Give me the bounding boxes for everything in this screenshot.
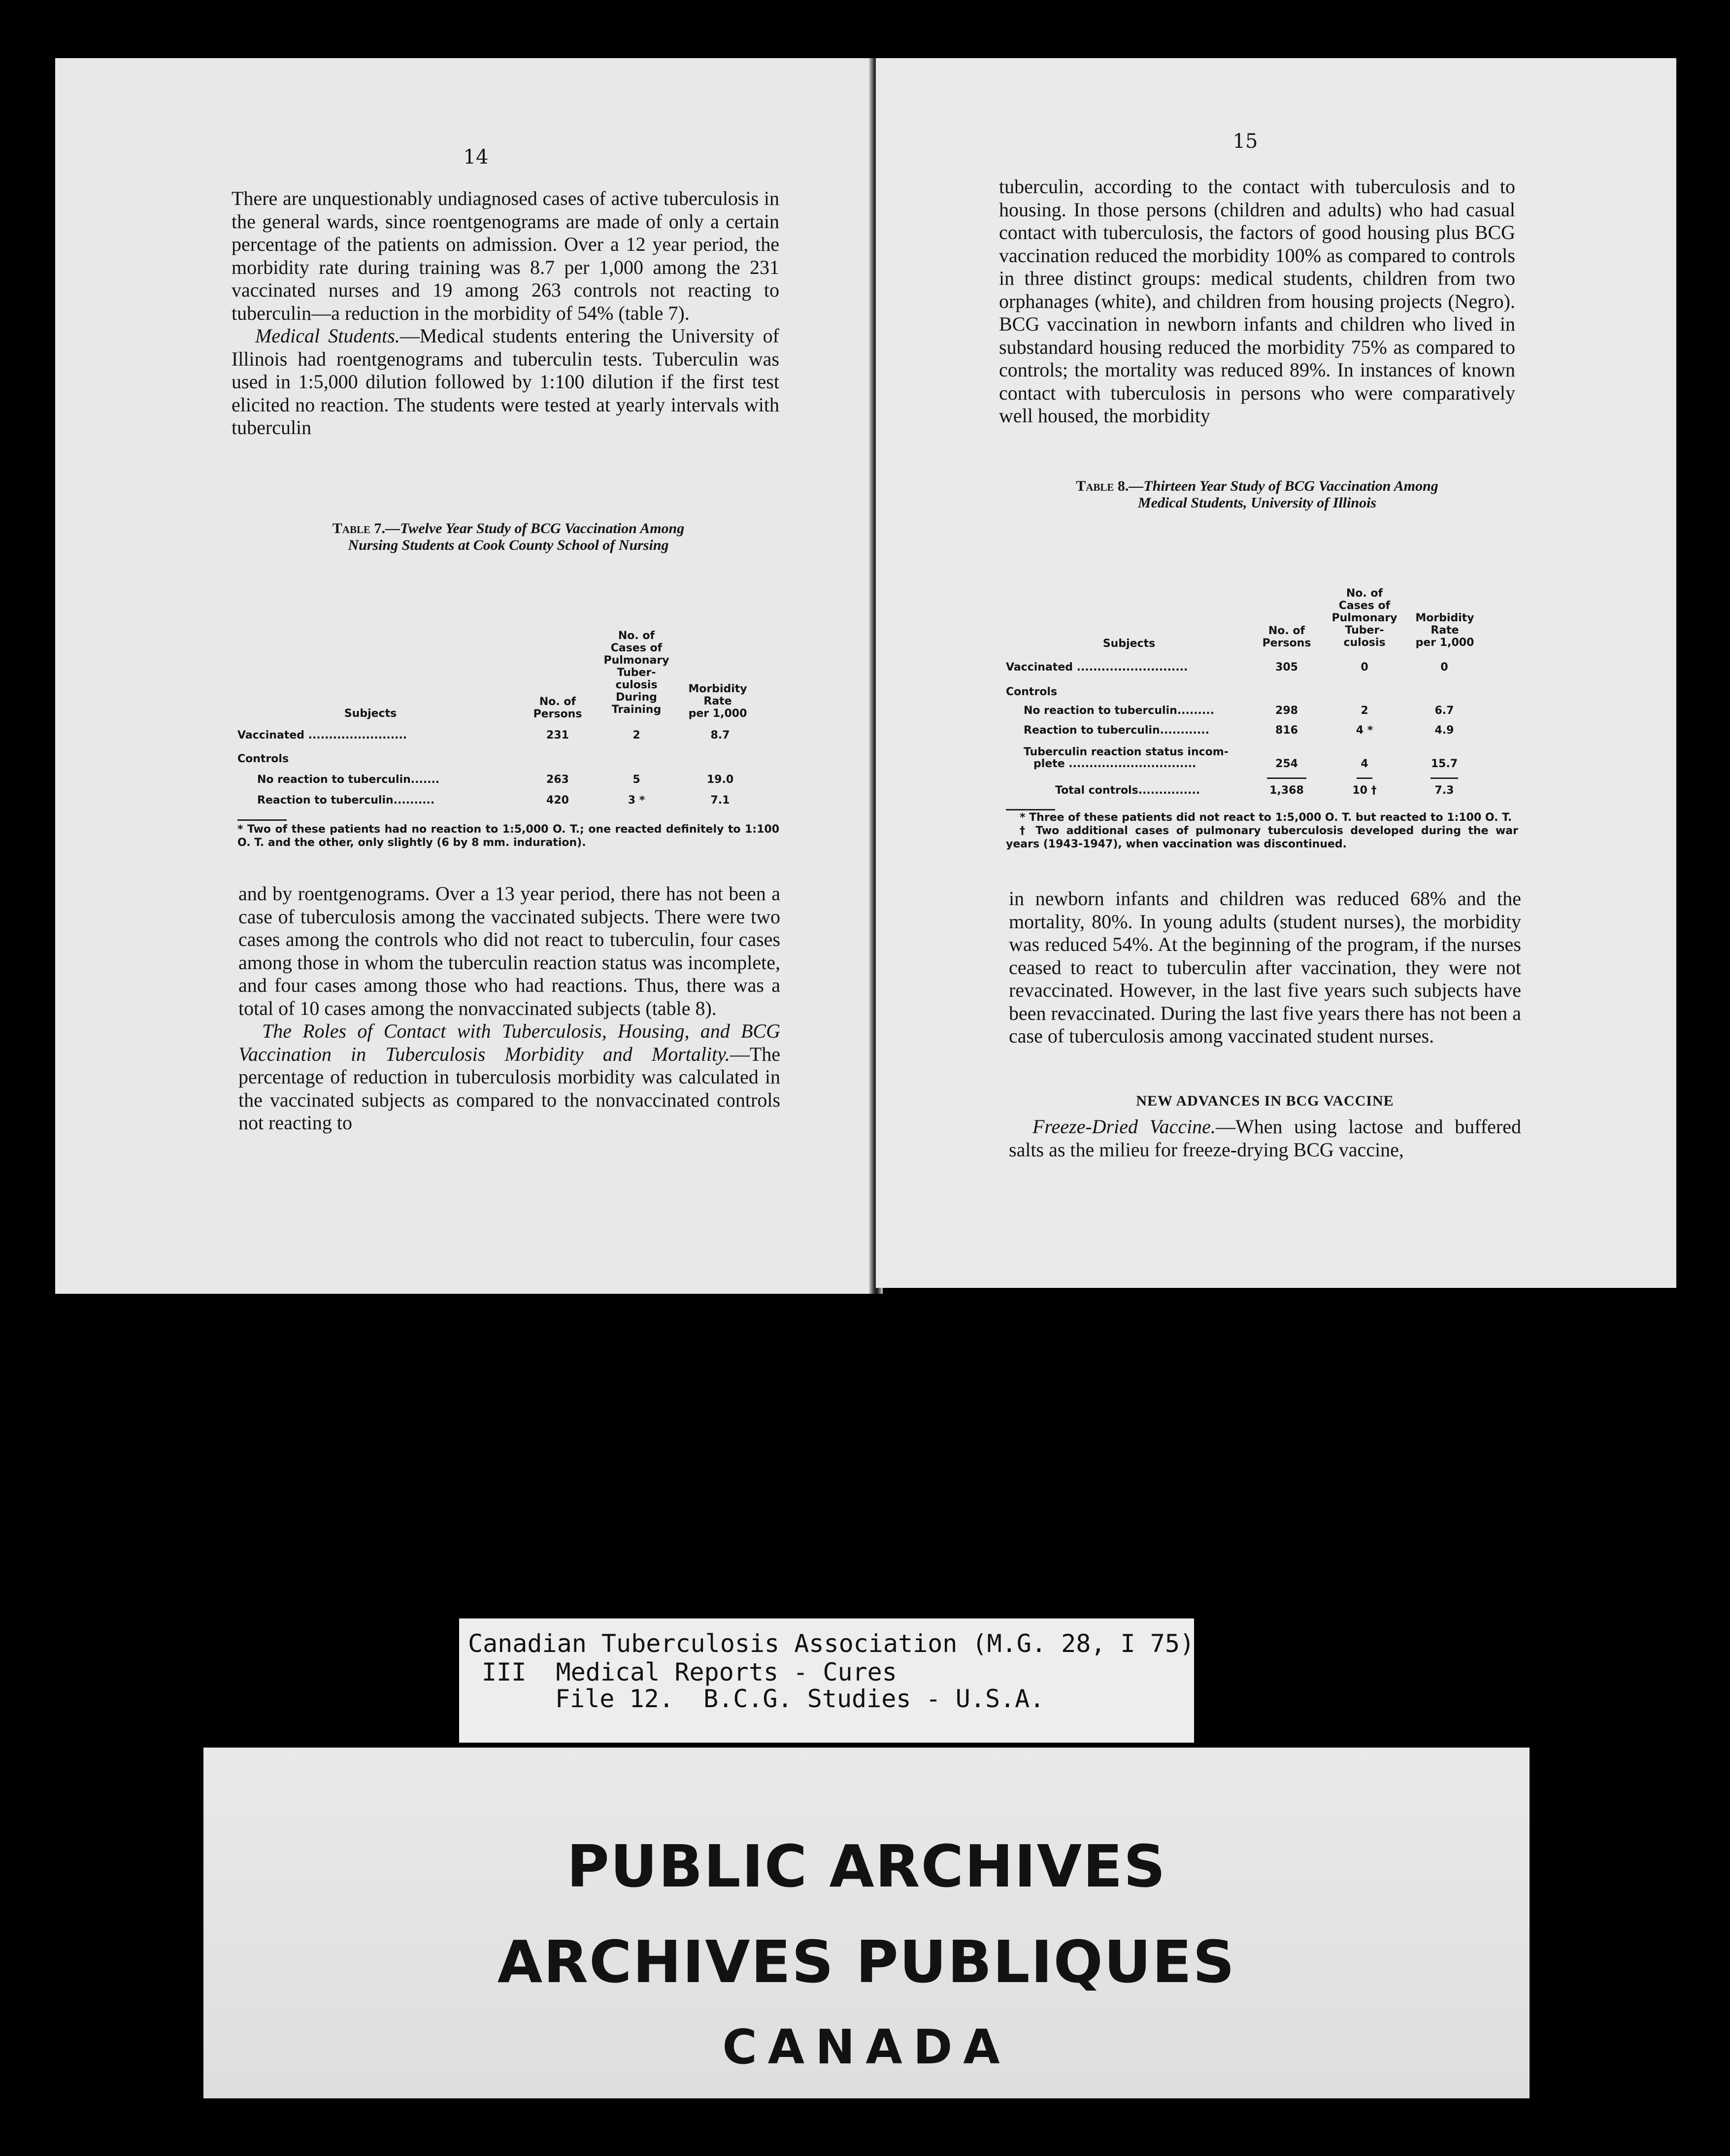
body-text-final xyxy=(1009,1115,1521,1161)
cell: 0 xyxy=(1440,661,1448,674)
cell: 6.7 xyxy=(1434,705,1454,717)
cell: 0 xyxy=(1361,661,1368,674)
file-label-line: File 12. B.C.G. Studies - U.S.A. xyxy=(555,1684,1045,1713)
footnote-rule xyxy=(237,819,287,821)
paragraph-heading: Freeze-Dried Vaccine. xyxy=(1032,1115,1216,1138)
file-label xyxy=(459,1618,1194,1743)
cell: 305 xyxy=(1275,661,1298,674)
body-text-top xyxy=(999,175,1515,428)
body-text-bottom xyxy=(1009,887,1521,1048)
row-label-noreaction: No reaction to tuberculin......... xyxy=(1024,705,1214,717)
left-page xyxy=(55,58,877,1294)
cell: 15.7 xyxy=(1431,758,1458,770)
table8 xyxy=(1006,526,1522,807)
file-label-line: III Medical Reports - Cures xyxy=(482,1658,897,1686)
paragraph-heading: Medical Students. xyxy=(255,325,400,347)
caption-line: Medical Students, University of Illinois xyxy=(1137,495,1377,511)
cell: 2 xyxy=(1361,705,1368,717)
table-label: Table 8. xyxy=(1076,478,1129,494)
paragraph xyxy=(232,325,779,439)
file-label-line: Canadian Tuberculosis Association (M.G. 28, I 75) xyxy=(468,1629,1195,1658)
paragraph xyxy=(1009,1115,1521,1161)
cell: 298 xyxy=(1275,705,1298,717)
sum-rule xyxy=(1267,777,1306,779)
cell: 4 * xyxy=(1356,724,1373,737)
col-header-subjects: Subjects xyxy=(344,707,397,720)
caption-line: —Thirteen Year Study of BCG Vaccination Among xyxy=(1129,478,1438,494)
paragraph: tuberculin, according to the contact with tuberculosis and to housing. In those persons (children and adults) who had casual contact with tuberculosis, the factors of good housing plus BCG vaccination reduced the morbidity 100% as compared to controls in three distinct groups: medical students, children from two orphanages (white), and children from housing projects (Negro). BCG vaccination in newborn infants and children who lived in substandard housing reduced the morbidity 75% as compared to controls; the mortality was reduced 89%. In instances of known contact with tuberculosis in persons who were comparatively well housed, the morbidity xyxy=(999,175,1515,427)
archives-country: CANADA xyxy=(722,2020,1011,2075)
table7-caption xyxy=(237,520,779,554)
page-number: 15 xyxy=(1232,130,1258,153)
col-header-rate: Morbidity Rate per 1,000 xyxy=(1415,612,1474,649)
cell: 2 xyxy=(632,729,640,741)
cell: 816 xyxy=(1275,724,1298,737)
archives-title-en: PUBLIC ARCHIVES xyxy=(566,1832,1166,1900)
row-label-total: Total controls............... xyxy=(1055,784,1200,797)
sum-rule xyxy=(1357,777,1372,779)
cell: 19.0 xyxy=(706,774,734,786)
paragraph: There are unquestionably undiagnosed cases of active tuberculosis in the general wards, since roentgenograms are made of only a certain percentage of the patients on admission. Over a 12 year period, the morbidity rate during training was 8.7 per 1,000 among the 231 vaccinated nurses and 19 among 263 controls not reacting to tuberculin—a reduction in the morbidity of 54% (table 7). xyxy=(232,187,779,324)
col-header-subjects: Subjects xyxy=(1102,638,1156,650)
row-label-noreaction: No reaction to tuberculin....... xyxy=(257,774,440,786)
cell: 4.9 xyxy=(1434,724,1454,737)
caption-line: Nursing Students at Cook County School of Nursing xyxy=(348,537,669,553)
col-header-cases: No. of Cases of Pulmonary Tuber- culosis xyxy=(1331,587,1397,649)
cell: 254 xyxy=(1275,758,1298,770)
footnote: † Two additional cases of pulmonary tuberculosis developed during the war years (1943-1947), when vaccination was discontinued. xyxy=(1006,825,1518,850)
archives-card xyxy=(203,1748,1530,2098)
table7 xyxy=(237,566,779,807)
row-label-incomplete-cont: plete ............................... xyxy=(1033,758,1197,770)
footnote: * Three of these patients did not react to 1:5,000 O. T. but reacted to 1:100 O. T. xyxy=(1020,811,1512,824)
cell: 231 xyxy=(546,729,569,741)
cell: 3 * xyxy=(628,794,645,807)
page-number: 14 xyxy=(463,146,489,168)
paragraph-body: —The percentage of reduction in tuberculosis morbidity was calculated in the vaccinated subjects as compared to the nonvaccinated controls not reacting to xyxy=(238,1043,780,1134)
paragraph-body: —Medical students entering the University of Illinois had roentgenograms and tuberculin tests. Tuberculin was used in 1:5,000 dilution followed by 1:100 dilution if the first test elicited no reaction. The students were tested at yearly intervals with tuberculin xyxy=(232,325,779,438)
table-label: Table 7. xyxy=(332,520,385,537)
row-label-vaccinated: Vaccinated ........................ xyxy=(237,729,407,741)
row-label-vaccinated: Vaccinated ........................... xyxy=(1006,661,1188,674)
cell: 8.7 xyxy=(710,729,730,741)
cell: 1,368 xyxy=(1269,784,1304,797)
cell: 263 xyxy=(546,774,569,786)
cell: 7.3 xyxy=(1434,784,1454,797)
body-text-top xyxy=(232,187,779,439)
col-header-persons: No. of Persons xyxy=(1262,625,1311,649)
row-label-controls: Controls xyxy=(237,753,289,765)
cell: 4 xyxy=(1361,758,1368,770)
row-label-reaction: Reaction to tuberculin.......... xyxy=(257,794,435,807)
row-label-incomplete: Tuberculin reaction status incom- xyxy=(1024,746,1229,758)
table8-caption xyxy=(999,478,1515,511)
table8-footnotes xyxy=(1006,811,1518,851)
row-label-reaction: Reaction to tuberculin............ xyxy=(1024,724,1209,737)
caption-line: —Twelve Year Study of BCG Vaccination Among xyxy=(385,520,685,537)
row-label-controls: Controls xyxy=(1006,686,1058,698)
paragraph: and by roentgenograms. Over a 13 year period, there has not been a case of tuberculosis among the vaccinated subjects. There were two cases among the controls who did not react to tuberculin, four cases among those in whom the tuberculin reaction status was incomplete, and four cases among those who had reactions. Thus, there was a total of 10 cases among the nonvaccinated subjects (table 8). xyxy=(238,882,780,1019)
col-header-cases: No. of Cases of Pulmonary Tuber- culosis During Training xyxy=(603,630,669,716)
section-heading: NEW ADVANCES IN BCG VACCINE xyxy=(1136,1093,1394,1109)
table7-footnote: * Two of these patients had no reaction to 1:5,000 O. T.; one reacted definitely to 1:100 O. T. and the other, only slightly (6 by 8 mm. induration). xyxy=(237,823,779,849)
paragraph-heading: The Roles of Contact with Tuberculosis, Housing, and BCG Vaccination in Tuberculosis Morbidity and Mortality. xyxy=(238,1020,780,1065)
archives-title-fr: ARCHIVES PUBLIQUES xyxy=(497,1928,1236,1996)
right-page xyxy=(876,58,1676,1288)
cell: 420 xyxy=(546,794,569,807)
paragraph xyxy=(238,1020,780,1135)
paragraph: in newborn infants and children was reduced 68% and the mortality, 80%. In young adults (student nurses), the morbidity was reduced 54%. At the beginning of the program, if the nurses ceased to react to tuberculin after vaccination, they were not revaccinated. However, in the last five years such subjects have been revaccinated. During the last five years there has not been a case of tuberculosis among vaccinated student nurses. xyxy=(1009,887,1521,1047)
col-header-rate: Morbidity Rate per 1,000 xyxy=(688,683,747,720)
sum-rule xyxy=(1431,777,1458,779)
paragraph-body: —When using lactose and buffered salts as the milieu for freeze-drying BCG vaccine, xyxy=(1009,1115,1521,1161)
cell: 7.1 xyxy=(710,794,730,807)
col-header-persons: No. of Persons xyxy=(533,696,582,720)
cell: 10 † xyxy=(1352,784,1377,797)
cell: 5 xyxy=(632,774,640,786)
footnote-rule xyxy=(1006,809,1055,810)
body-text-bottom xyxy=(238,882,780,1135)
